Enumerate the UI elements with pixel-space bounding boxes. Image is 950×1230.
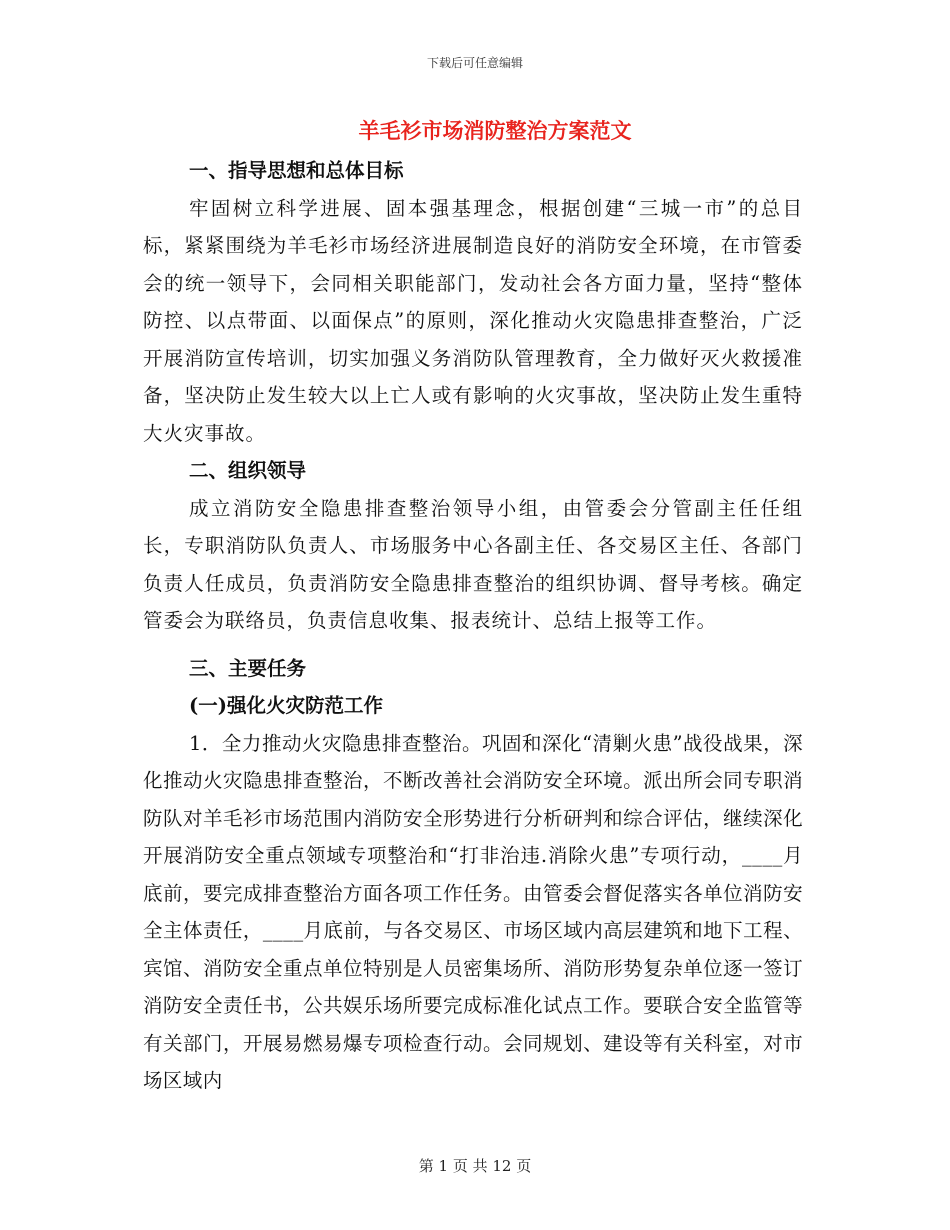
page-footer: 第 1 页 共 12 页 xyxy=(418,1157,532,1175)
section-paragraph-1: 牢固树立科学进展、固本强基理念，根据创建“三城一市”的总目标，紧紧围绕为羊毛衫市场经济进展制造良好的消防安全环境，在市管委会的统一领导下，会同相关职能部门，发动社会各方面力量，坚持“整体防控、以点带面、以面保点”的原则，深化推动火灾隐患排查整治，广泛开展消防宣传培训，切实加强义务消防队管理教育，全力做好灭火救援准备，坚决防止发生较大以上亡人或有影响的火灾事故，坚决防止发生重特大火灾事故。 xyxy=(143,196,803,445)
section-heading-1: 一、指导思想和总体目标 xyxy=(189,159,404,182)
section-paragraph-2: 成立消防安全隐患排查整治领导小组，由管委会分管副主任任组长，专职消防队负责人、市场服务中心各副主任、各交易区主任、各部门负责人任成员，负责消防安全隐患排查整治的组织协调、督导考核。确定管委会为联络员，负责信息收集、报表统计、总结上报等工作。 xyxy=(143,496,803,632)
section-paragraph-3: 1．全力推动火灾隐患排查整治。巩固和深化“清剿火患”战役战果，深化推动火灾隐患排查整治，不断改善社会消防安全环境。派出所会同专职消防队对羊毛衫市场范围内消防安全形势进行分析研判和综合评估，继续深化开展消防安全重点领域专项整治和“打非治违.消除火患”专项行动，____月底前，要完成排查整治方面各项工作任务。由管委会督促落实各单位消防安全主体责任，____月底前，与各交易区、市场区域内高层建筑和地下工程、宾馆、消防安全重点单位特别是人员密集场所、消防形势复杂单位逐一签订消防安全责任书，公共娱乐场所要完成标准化试点工作。要联合安全监管等有关部门，开展易燃易爆专项检查行动。会同规划、建设等有关科室，对市场区域内 xyxy=(143,731,803,1092)
document-title: 羊毛衫市场消防整治方案范文 xyxy=(358,118,632,143)
section-heading-2: 二、组织领导 xyxy=(189,459,307,482)
document-body xyxy=(143,152,803,1100)
section-heading-3: 三、主要任务 xyxy=(189,656,307,680)
subsection-heading-1: (一)强化火灾防范工作 xyxy=(189,694,383,717)
header-note: 下载后可任意编辑 xyxy=(426,56,523,70)
